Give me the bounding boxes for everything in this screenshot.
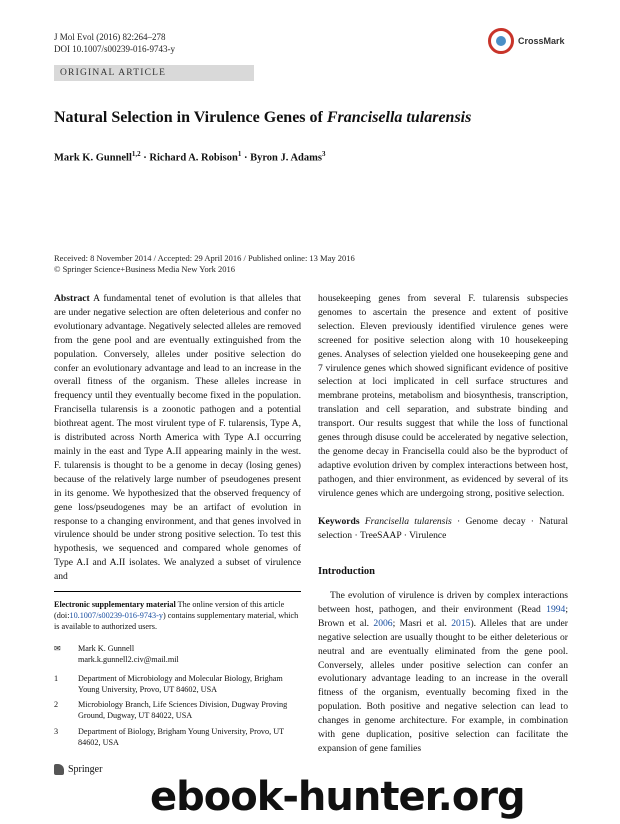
intro-text: The evolution of virulence is driven by complex interactions between host, pathogen, and their environment (Read [318, 590, 568, 615]
affiliation-text: Microbiology Branch, Life Sciences Division, Dugway Proving Ground, Dugway, UT 84022, USA [78, 700, 288, 720]
author-affiliation: 1 [237, 150, 242, 158]
envelope-icon: ✉ [54, 644, 61, 653]
crossmark-label: CrossMark [518, 36, 565, 46]
intro-text: ). Alleles that are under negative selection are usually thought to be either deleterious or neutral and are eventually eliminated from the gene pool. Conversely, alleles under positive selection can confer an evolutionary advantage leading to an increase in the overall fitness of the organism, eventually becoming fixed in the population. Both positive and negative selection can lead to changes in genome architecture. For example, in combination with gene duplication, positive selection can facilitate the expansion of gene families [318, 617, 568, 754]
publisher-name: Springer [68, 764, 103, 775]
footnote-rule [54, 591, 301, 592]
doi-link[interactable]: 10.1007/s00239-016-9743-y [69, 611, 163, 620]
citation-link[interactable]: 2006 [373, 617, 393, 629]
affiliation-1 [54, 673, 301, 697]
copyright-line: © Springer Science+Business Media New York 2016 [54, 264, 235, 274]
title-plain: Natural Selection in Virulence Genes of [54, 109, 327, 126]
author-name[interactable]: Byron J. Adams [250, 152, 322, 164]
crossmark-icon [488, 28, 514, 54]
right-column [318, 292, 568, 542]
affiliation-number: 2 [54, 700, 59, 709]
introduction-heading: Introduction [318, 566, 375, 577]
crossmark-badge[interactable] [488, 25, 570, 57]
affiliation-text: Department of Microbiology and Molecular Biology, Brigham Young University, Provo, UT 84602, USA [78, 674, 283, 694]
publisher-logo [54, 764, 102, 775]
author-name[interactable]: Mark K. Gunnell [54, 152, 132, 164]
affiliation-2 [54, 699, 301, 723]
author-list [54, 147, 325, 166]
supplementary-label: Electronic supplementary material [54, 600, 176, 609]
introduction-text [318, 589, 568, 756]
correspondence-email[interactable]: mark.k.gunnell2.civ@mail.mil [78, 655, 179, 664]
author-separator: · [243, 152, 248, 164]
doi: DOI 10.1007/s00239-016-9743-y [54, 44, 175, 54]
intro-text: ; Masri et al. [392, 617, 452, 629]
abstract-continued: housekeeping genes from several F. tularensis subspecies genomes to ascertain the presence and extent of positive selection. Eleven previously identified virulence genes were screened for positive selection along with 10 housekeeping genes. Analyses of selection yielded one housekeeping gene and 7 virulence genes which showed significant evidence of positive selection at loci implicated in cell surface structures and membrane proteins, metabolism and biosynthesis, transcription, translation and cell separation, and substrate binding and transport. Our results suggest that while the loss of functional genes through disuse could be accelerated by negative selection, the genome decay in Francisella could also be the byproduct of adaptive evolution driven by complex interactions between host, pathogen, and thier environment, as evidenced by several of its virulence genes which are undergoing strong, positive selection. [318, 293, 568, 499]
article-type-tag: ORIGINAL ARTICLE [54, 65, 254, 81]
affiliation-number: 1 [54, 674, 59, 683]
paper-title [54, 108, 471, 128]
publication-dates [54, 253, 355, 275]
abstract-label: Abstract [54, 293, 90, 304]
citation-link[interactable]: 2015 [451, 617, 471, 629]
springer-horse-icon [54, 764, 64, 775]
affiliation-3 [54, 726, 301, 750]
correspondence-name: Mark K. Gunnell [78, 644, 135, 653]
keyword-item[interactable]: TreeSAAP [359, 529, 402, 541]
supplementary-text: The online version of this article (doi: [54, 600, 285, 620]
abstract [54, 292, 301, 584]
keyword-item[interactable]: Virulence [409, 529, 447, 541]
abstract-column [54, 292, 301, 584]
watermark: ebook-hunter.org [150, 774, 525, 820]
affiliation-text: Department of Biology, Brigham Young University, Provo, UT 84602, USA [78, 727, 284, 747]
affiliation-number: 3 [54, 727, 59, 736]
intro-text: ; Brown et al. [318, 603, 568, 629]
correspondence [54, 643, 301, 667]
dates-line: Received: 8 November 2014 / Accepted: 29 April 2016 / Published online: 13 May 2016 [54, 253, 355, 263]
author-affiliation: 1,2 [131, 150, 141, 158]
keyword-item[interactable]: Genome decay [465, 515, 526, 527]
journal-citation: J Mol Evol (2016) 82:264–278 [54, 32, 166, 42]
keyword-item[interactable]: Natural selection [318, 515, 568, 541]
author-name[interactable]: Richard A. Robison [149, 152, 238, 164]
abstract-text: A fundamental tenet of evolution is that alleles that are under negative selection are often deleterious and confer no evolutionary advantage. Negatively selected alleles are removed from the gene pool and are eventually extinguished from the population. Conversely, alleles under positive selection do confer an evolutionary advantage and lead to an increase in the overall fitness of the organism. These alleles increase in frequency until they eventually become fixed in the population. Francisella tularensis is a zoonotic pathogen and a potential biothreat agent. The most virulent type of F. tularensis, Type A, is distributed across North America with Type A.I occurring mainly in the east and Type A.II appearing mainly in the west. F. tularensis is thought to be a genome in decay (losing genes) because of the relatively large number of pseudogenes present in its genome. We hypothesized that the observed frequency of gene loss/pseudogenes may be an artifact of evolution in response to a changing environment, and that genes involved in virulence should be under strong positive selection. To test this hypothesis, we sequenced and compared whole genomes of Type A.I and A.II isolates. We analyzed a subset of virulence and [54, 293, 301, 583]
author-affiliation: 3 [321, 150, 326, 158]
author-separator: · [143, 152, 147, 164]
supplementary-text: ) contains supplementary material, which is available to authorized users. [54, 611, 299, 631]
keywords: Keywords Francisella tularensis · Genome decay · Natural selection · TreeSAAP · Virulence [318, 515, 568, 541]
keyword-item[interactable]: Francisella tularensis [364, 515, 452, 527]
supplementary-note [54, 599, 301, 632]
citation-link[interactable]: 1994 [546, 603, 566, 615]
title-italic: Francisella tularensis [326, 109, 472, 126]
keywords-label: Keywords [318, 515, 360, 527]
